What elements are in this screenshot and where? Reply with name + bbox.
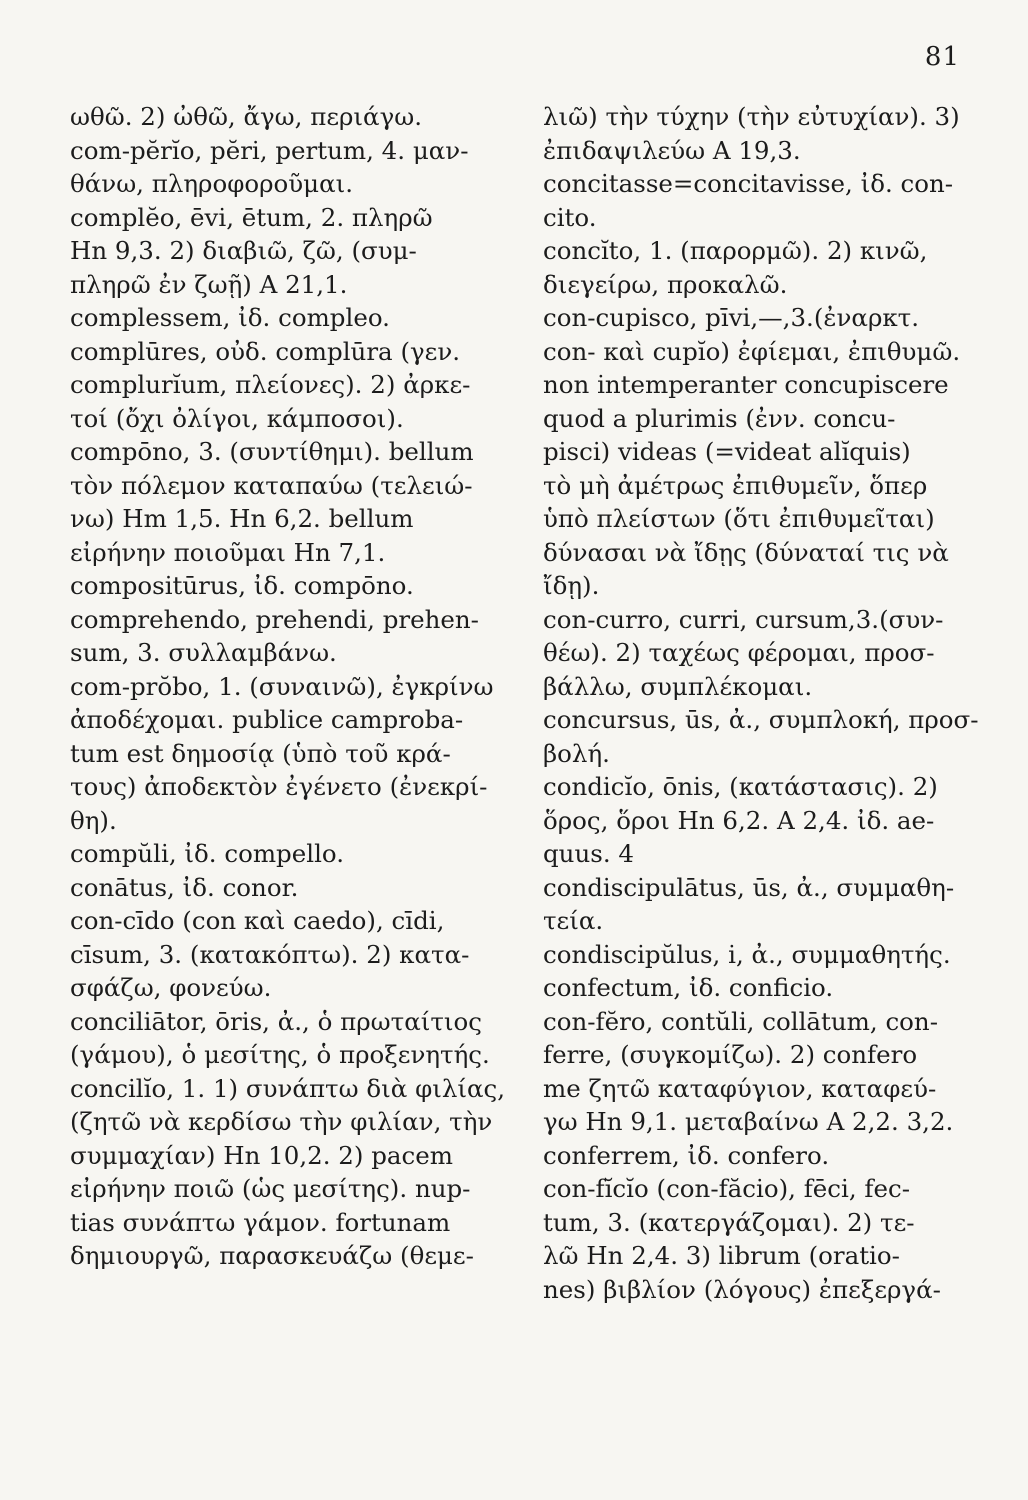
entry-line: com-prŏbo, 1. (συναινῶ), ἐγκρίνω xyxy=(70,671,494,701)
entry-line: θη). xyxy=(70,805,117,835)
entry-line: tias συνάπτω γάμον. fortunam xyxy=(70,1207,451,1237)
entry-line: εἰρήνην ποιοῦμαι Hn 7,1. xyxy=(70,537,386,567)
entry-line: quus. 4 xyxy=(543,839,634,868)
entry-line: πληρῶ ἐν ζωῇ) A 21,1. xyxy=(70,269,348,299)
entry-line: confectum, ἰδ. conficio. xyxy=(543,973,834,1002)
entry-line: δύνασαι νὰ ἴδῃς (δύναταί τις νὰ xyxy=(543,537,949,567)
entry-line: condiscipŭlus, i, ἀ., συμμαθητής. xyxy=(543,939,951,969)
entry-line: complurĭum, πλείονες). 2) ἀρκε- xyxy=(70,370,471,399)
entry-line: cīsum, 3. (κατακόπτω). 2) κατα- xyxy=(70,939,470,969)
entry-line: concursus, ūs, ἀ., συμπλοκή, προσ- xyxy=(543,705,979,734)
entry-line: condiscipulātus, ūs, ἀ., συμμαθη- xyxy=(543,872,955,902)
entry-line: ἀποδέχομαι. publice camproba- xyxy=(70,705,464,734)
entry-line: nes) βιβλίον (λόγους) ἐπεξεργά- xyxy=(543,1274,941,1304)
entry-line: (ζητῶ νὰ κερδίσω τὴν φιλίαν, τὴν xyxy=(70,1107,493,1136)
entry-line: γω Hn 9,1. μεταβαίνω A 2,2. 3,2. xyxy=(543,1107,954,1136)
entry-line: τοί (ὄχι ὀλίγοι, κάμποσοι). xyxy=(70,403,404,433)
entry-line: σφάζω, φονεύω. xyxy=(70,973,272,1002)
entry-line: compositūrus, ἰδ. compōno. xyxy=(70,571,414,600)
entry-line: con-curro, curri, cursum,3.(συν- xyxy=(543,604,944,634)
entry-line: concĭto, 1. (παρορμῶ). 2) κινῶ, xyxy=(543,236,928,265)
entry-line: conferrem, ἰδ. confero. xyxy=(543,1140,830,1170)
entry-line: νω) Hm 1,5. Hn 6,2. bellum xyxy=(70,504,414,533)
entry-line: quod a plurimis (ἐνν. concu- xyxy=(543,403,896,433)
entry-line: com-pĕrĭo, pĕri, pertum, 4. μαν- xyxy=(70,135,469,165)
entry-line: δημιουργῶ, παρασκευάζω (θεμε- xyxy=(70,1241,474,1270)
entry-line: complessem, ἰδ. compleo. xyxy=(70,303,390,332)
entry-line: τὸν πόλεμον καταπαύω (τελειώ- xyxy=(70,470,473,500)
entry-line: τὸ μὴ ἀμέτρως ἐπιθυμεῖν, ὅπερ xyxy=(543,470,928,500)
entry-line: θέω). 2) ταχέως φέρομαι, προσ- xyxy=(543,638,935,667)
entry-line: comprehendo, prehendi, prehen- xyxy=(70,604,479,634)
entry-line: conciliātor, ōris, ἀ., ὁ πρωταίτιος xyxy=(70,1006,482,1036)
entry-line: con-fĭcĭo (con-făcio), fēci, fec- xyxy=(543,1174,910,1203)
entry-line: compōno, 3. (συντίθημι). bellum xyxy=(70,437,474,466)
entry-line: (γάμου), ὁ μεσίτης, ὁ προξενητής. xyxy=(70,1040,490,1069)
entry-line: θάνω, πληροφοροῦμαι. xyxy=(70,169,354,198)
entry-line: ferre, (συγκομίζω). 2) confero xyxy=(543,1040,918,1069)
entry-line: διεγείρω, προκαλῶ. xyxy=(543,269,788,299)
entry-line: con-cīdo (con καὶ caedo), cīdi, xyxy=(70,906,445,935)
entry-line: tum, 3. (κατεργάζομαι). 2) τε- xyxy=(543,1207,915,1237)
entry-line: cito. xyxy=(543,202,597,232)
right-column xyxy=(543,100,983,1306)
entry-line: tum est δημοσίᾳ (ὑπὸ τοῦ κρά- xyxy=(70,738,451,768)
entry-line: con-cupisco, pīvi,—,3.(ἐναρκτ. xyxy=(543,303,920,332)
entry-line: complĕo, ēvi, ētum, 2. πληρῶ xyxy=(70,202,433,232)
entry-line: ἐπιδαψιλεύω A 19,3. xyxy=(543,135,801,165)
entry-line: ἴδῃ). xyxy=(543,571,600,600)
entry-line: sum, 3. συλλαμβάνω. xyxy=(70,638,337,667)
entry-line: condicĭo, ōnis, (κατάστασις). 2) xyxy=(543,772,938,801)
entry-line: concilĭo, 1. 1) συνάπτω διὰ φιλίας, xyxy=(70,1073,506,1103)
entry-line: λῶ Hn 2,4. 3) librum (oratio- xyxy=(543,1241,900,1270)
entry-line: Hn 9,3. 2) διαβιῶ, ζῶ, (συμ- xyxy=(70,236,417,265)
entry-line: βολή. xyxy=(543,738,610,768)
entry-line: τους) ἀποδεκτὸν ἐγένετο (ἐνεκρί- xyxy=(70,772,488,801)
entry-line: non intemperanter concupiscere xyxy=(543,370,949,399)
left-column xyxy=(70,100,510,1273)
entry-line: pisci) videas (=videat alĭquis) xyxy=(543,437,911,466)
entry-line: compŭli, ἰδ. compello. xyxy=(70,839,345,868)
entry-line: βάλλω, συμπλέκομαι. xyxy=(543,671,813,701)
page-number: 81 xyxy=(924,42,960,72)
entry-line: ὅρος, ὅροι Hn 6,2. A 2,4. ἰδ. ae- xyxy=(543,805,935,835)
entry-line: συμμαχίαν) Hn 10,2. 2) pacem xyxy=(70,1140,453,1170)
entry-line: τεία. xyxy=(543,906,604,935)
entry-line: complūres, οὐδ. complūra (γεν. xyxy=(70,336,461,366)
entry-line: λιῶ) τὴν τύχην (τὴν εὐτυχίαν). 3) xyxy=(543,102,960,131)
entry-line: con-fĕro, contŭli, collātum, con- xyxy=(543,1006,938,1036)
entry-line: con- καὶ cupĭo) ἐφίεμαι, ἐπιθυμῶ. xyxy=(543,336,961,366)
entry-line: ωθῶ. 2) ὠθῶ, ἄγω, περιάγω. xyxy=(70,102,422,131)
entry-line: εἰρήνην ποιῶ (ὡς μεσίτης). nup- xyxy=(70,1174,471,1203)
entry-line: me ζητῶ καταφύγιον, καταφεύ- xyxy=(543,1073,937,1103)
entry-line: concitasse=concitavisse, ἰδ. con- xyxy=(543,169,954,198)
entry-line: conātus, ἰδ. conor. xyxy=(70,872,299,902)
entry-line: ὑπὸ πλείστων (ὅτι ἐπιθυμεῖται) xyxy=(543,504,935,533)
